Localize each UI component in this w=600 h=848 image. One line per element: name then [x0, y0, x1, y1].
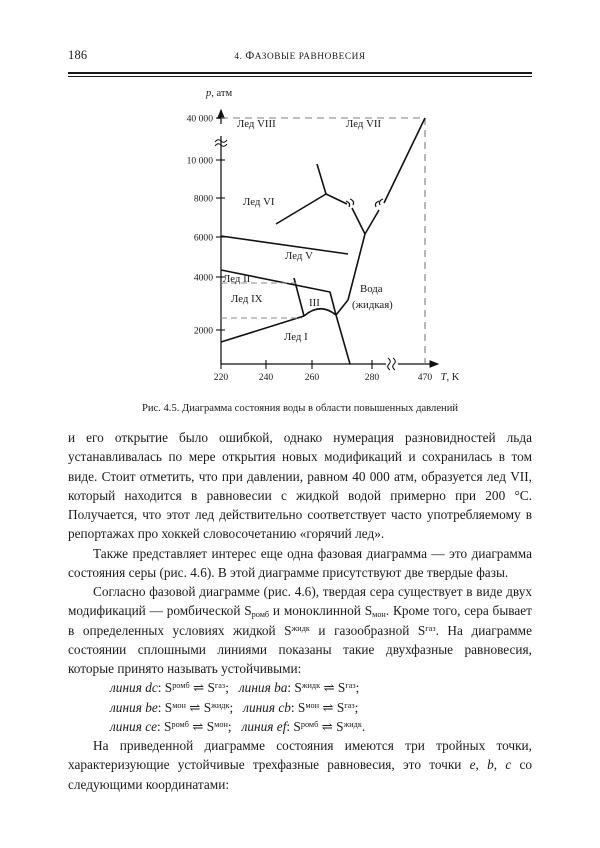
region-label-ice3: III [309, 297, 320, 309]
chapter-title-initial: Ф [245, 50, 255, 62]
region-label-ice9: Лед IX [231, 293, 263, 305]
p3-sub-rhombic: ромб [251, 610, 270, 620]
region-label-water: Вода [360, 283, 383, 295]
eq3-left-from: S [164, 718, 172, 734]
chapter-number: 4. [234, 52, 246, 62]
boundary-ice8-ice7 [317, 164, 326, 194]
equilibrium-line-3: линия ce: $S^{ромб}$ ⇌ $S^{мон}$; линия ef: $S^{ромб}$ ⇌ $S^{жидк}$. [110, 718, 366, 734]
p4-part-a: На приведенной диаграмме состояния имеются три тройных точки, характеризующие устойчивые трехфазные равновесия, это точки [68, 738, 532, 773]
paragraph-1 [68, 428, 532, 544]
eq1-right-symbol: ⇌ [323, 680, 335, 696]
eq1-right-label: линия ba [238, 680, 288, 696]
eq2-right-from: S [297, 699, 306, 715]
boundary-ice6-ice7-mid [352, 208, 365, 234]
svg-text:10 000: 10 000 [186, 155, 213, 167]
eq2-left-symbol: ⇌ [189, 699, 201, 715]
p3-part-a: Согласно фазовой диаграмме (рис. 4.6), твердая сера существует в виде двух модификаций — ромбической S [68, 584, 532, 619]
paragraph-4: На приведенной диаграмме состояния имеются три тройных точки, характеризующие устойчивые трехфазные равновесия, это точки e, b, c со следующими координатами: [68, 738, 533, 792]
boundary-ice1-dome [304, 309, 336, 316]
eq3-right-from: S [293, 718, 301, 734]
p1-pressure-value: 40 000 [352, 468, 390, 484]
p3-sup-gas: газ [425, 623, 436, 633]
y-axis-tick-labels [187, 114, 214, 337]
boundary-ice1-water [336, 315, 350, 364]
p3-part-d: и газообразной S [309, 622, 426, 638]
boundary-water-junction [336, 300, 348, 315]
line-break-marks [346, 199, 383, 207]
phase-diagram-figure [180, 84, 480, 394]
paragraph-3 [68, 582, 532, 678]
svg-text:40 000: 40 000 [186, 113, 213, 125]
phase-diagram-svg [180, 84, 480, 394]
eq1-left-to: S [207, 680, 215, 696]
x-axis-break-mark [388, 358, 391, 370]
svg-text:6000: 6000 [193, 232, 213, 244]
p3-sup-liquid: жидк [291, 623, 310, 633]
eq2-left-label: линия be [110, 699, 158, 715]
eq1-left-label: линия dc [110, 680, 158, 696]
eq1-right-to: S [337, 680, 346, 696]
region-label-ice6: Лед VI [243, 196, 275, 208]
paragraph-2: Также представляет интерес еще одна фазовая диаграмма — это диаграмма состояния серы (рис. 4.6). В этой диаграмме присутствуют две твердые фазы. [68, 545, 532, 580]
region-label-ice8: Лед VIII [237, 118, 276, 130]
equilibrium-line-1: линия dc: $S^{ромб}$ ⇌ $S^{газ}$; линия ba: $S^{жидк}$ ⇌ $S^{газ}$; [110, 680, 360, 696]
svg-text:4000: 4000 [193, 272, 213, 284]
boundary-ice7-water-lower [365, 210, 379, 234]
p4-end: со следующими координатами: [68, 757, 533, 792]
boundary-ice7-water [384, 118, 425, 203]
eq2-left-to: S [203, 699, 212, 715]
eq1-left-from: S [164, 680, 173, 696]
eq1-right-from: S [294, 680, 302, 696]
eq2-left-from: S [164, 699, 173, 715]
eq3-right-label: линия ef [241, 718, 287, 734]
region-label-ice7: Лед VII [346, 118, 382, 130]
triple-point-b: b [487, 757, 494, 773]
svg-text:2000: 2000 [193, 325, 213, 337]
figure-caption: Рис. 4.5. Диаграмма состояния воды в области повышенных давлений [141, 403, 459, 414]
eq2-right-to: S [336, 699, 345, 715]
header-rule [68, 72, 532, 76]
chapter-title [68, 50, 532, 62]
chapter-title-text: АЗОВЫЕ РАВНОВЕСИЯ [254, 52, 366, 62]
boundary-ice8-ice6 [276, 194, 326, 224]
svg-text:8000: 8000 [193, 193, 213, 205]
x-axis-tick-labels [214, 372, 433, 383]
eq3-left-symbol: ⇌ [192, 718, 204, 734]
svg-text:240: 240 [258, 372, 274, 383]
equilibrium-line-2: линия be: $S^{мон}$ ⇌ $S^{жидк}$; линия cb: $S^{мон}$ ⇌ $S^{газ}$; [110, 699, 359, 715]
p3-sub-monoclinic: мон [372, 610, 386, 620]
region-label-ice2: Лед II [223, 273, 251, 285]
eq3-right-to: S [336, 718, 344, 734]
p3-part-c: . Кроме того, сера бывает в определенных условиях жидкой S [68, 603, 532, 638]
triple-point-c: c [505, 757, 512, 773]
svg-text:220: 220 [213, 372, 229, 383]
eq3-left-label: линия ce [110, 718, 158, 734]
p3-part-e: . На диаграмме состоянии сплошными линиями показаны такие двухфазные равновесия, которые принято называть устойчивыми: [68, 622, 532, 676]
eq3-left-to: S [206, 718, 215, 734]
eq2-right-symbol: ⇌ [322, 699, 334, 715]
x-axis-label: T, K [440, 372, 460, 383]
boundary-ice6-ice7-left [326, 194, 347, 204]
svg-text:470: 470 [417, 372, 433, 383]
body-text [68, 428, 532, 794]
boundary-ice2-ice3 [294, 278, 304, 316]
eq1-left-symbol: ⇌ [193, 680, 205, 696]
p1-part-a: и его открытие было ошибкой, однако нумерация разновидностей льда устанавливалась по мере открытия новых модификаций и сохранилась в том виде. Стоит отметить, что при давлении, равном [68, 430, 532, 484]
svg-text:280: 280 [364, 372, 380, 383]
eq2-right-label: линия cb [243, 699, 291, 715]
region-label-ice5: Лед V [285, 250, 313, 262]
page-number: 186 [68, 48, 88, 62]
p1-part-b: атм, образуется лед VII, который находится в равновесии с жидкой водой примерно при 200 °C. Получается, что этот лед действительно соответствует часто употребляемому в репортажах про хоккей словосочетанию «горячий лед». [68, 468, 532, 542]
svg-text:260: 260 [304, 372, 320, 383]
y-axis-label: p, атм [206, 88, 233, 99]
eq3-right-symbol: ⇌ [321, 718, 333, 734]
running-head [68, 48, 532, 70]
region-label-ice1: Лед I [284, 331, 308, 343]
triple-point-e: e [469, 757, 476, 773]
p3-part-b: и моноклинной S [269, 603, 373, 619]
region-label-water-liquid: (жидкая) [352, 299, 393, 311]
